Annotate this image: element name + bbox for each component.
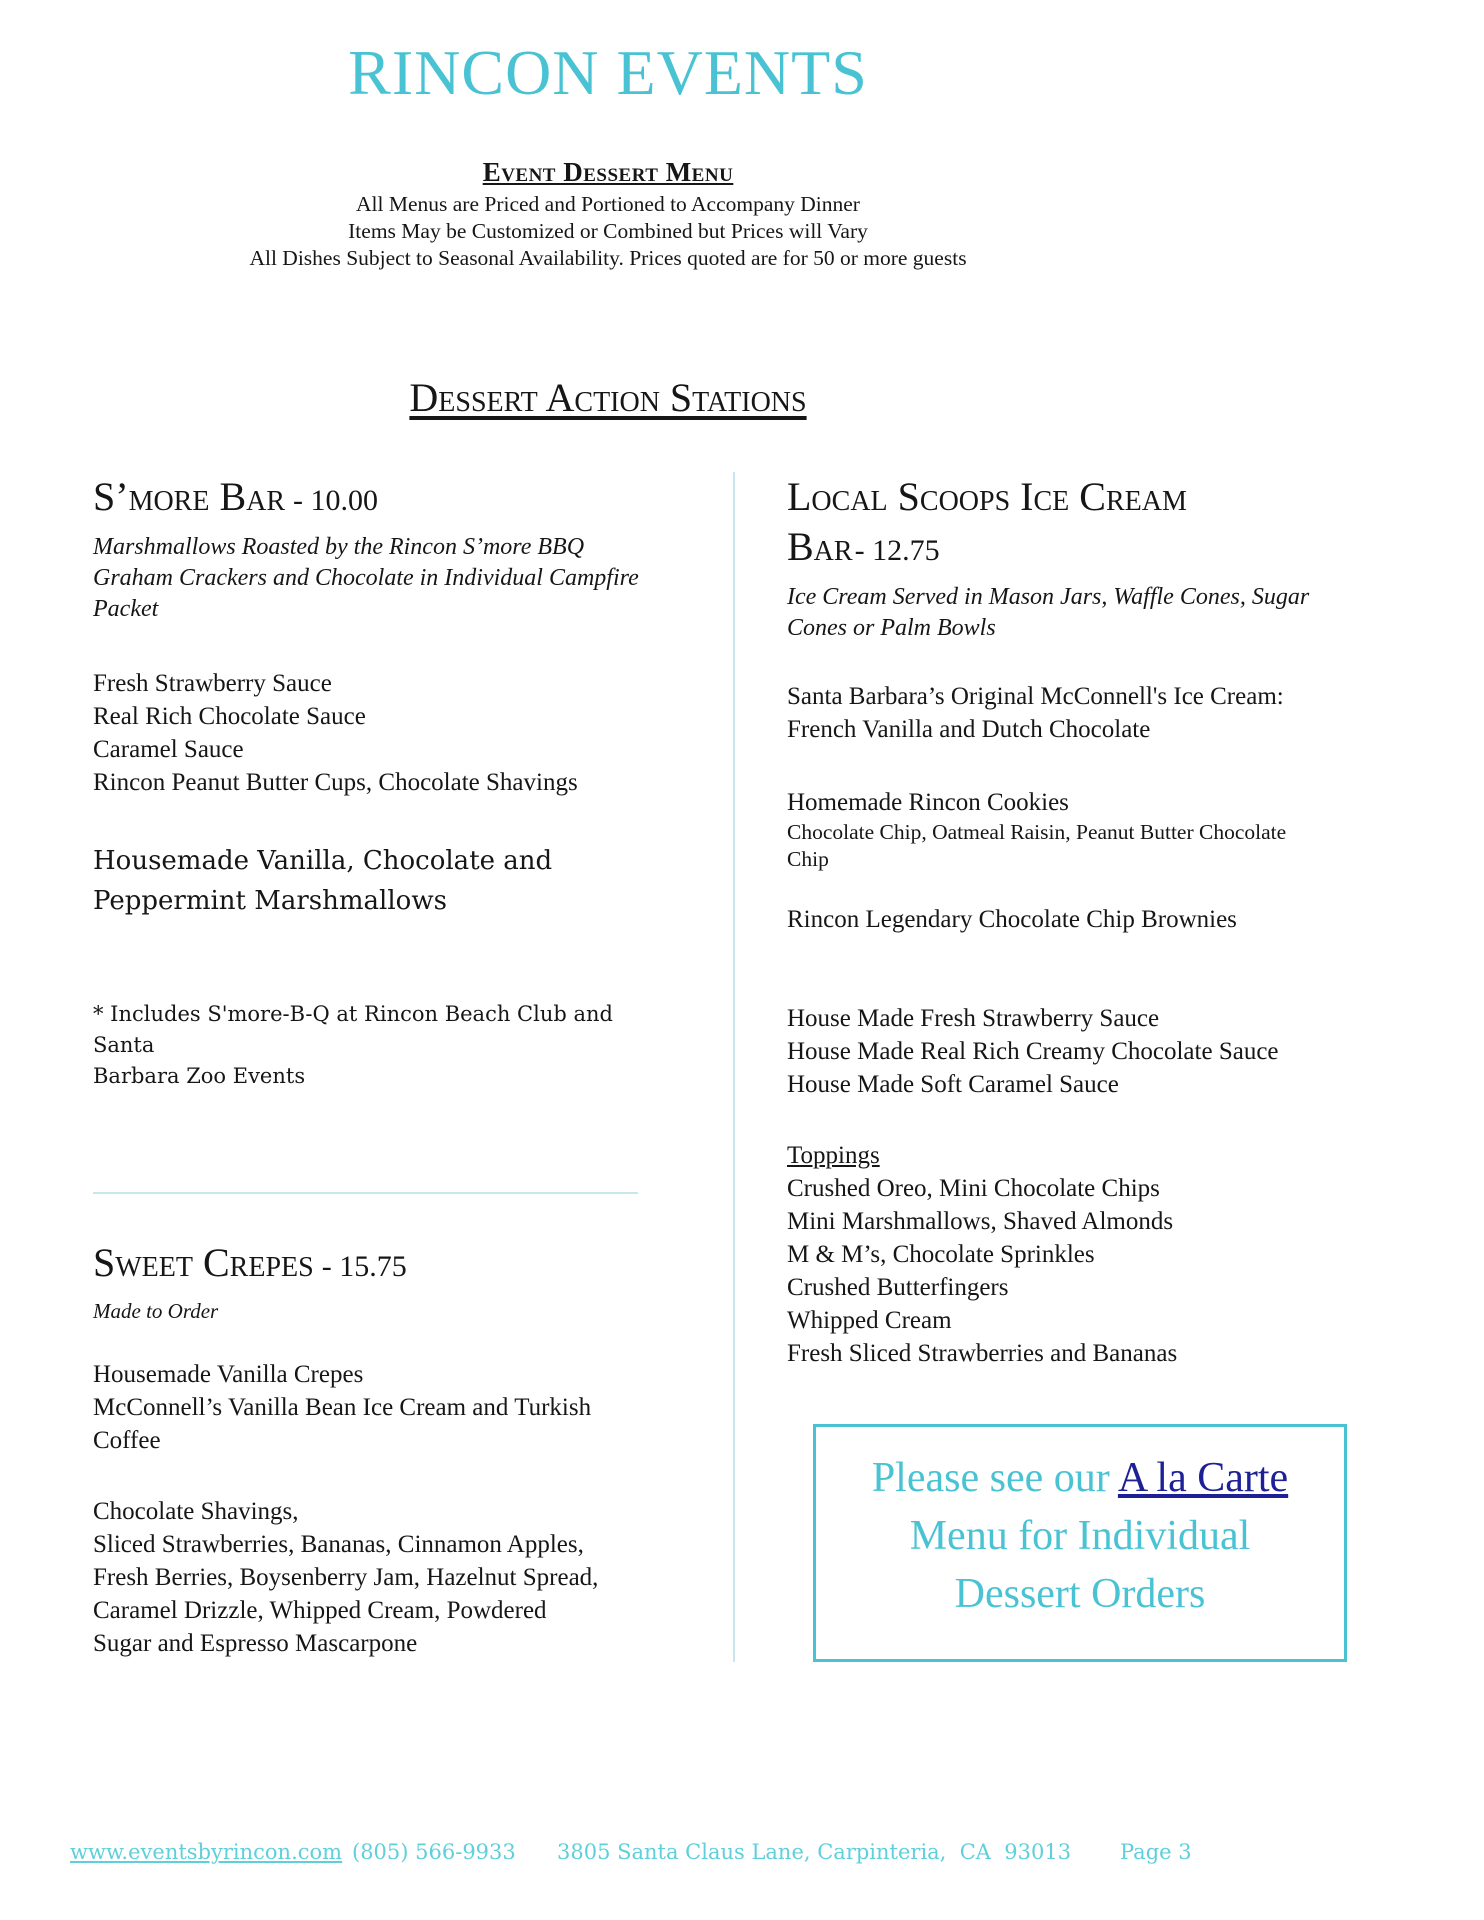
left-column-divider	[93, 1192, 638, 1194]
a-la-carte-callout	[813, 1424, 1347, 1662]
brownies-line: Rincon Legendary Chocolate Chip Brownies	[787, 906, 1237, 933]
right-column	[787, 472, 1399, 1662]
text-line: Rincon Peanut Butter Cups, Chocolate Shavings	[93, 769, 578, 796]
text-line: All Menus are Priced and Portioned to Accompany Dinner	[356, 192, 860, 216]
page-footer	[0, 1840, 1484, 1884]
a-la-carte-link[interactable]: A la Carte	[1117, 1455, 1289, 1501]
text-line: * Includes S'more-B-Q at Rincon Beach Club and Santa	[93, 1002, 613, 1057]
footer-phone: (805) 566-9933	[352, 1840, 516, 1864]
text-line: Fresh Berries, Boysenberry Jam, Hazelnut Spread,	[93, 1564, 599, 1591]
text-line: House Made Real Rich Creamy Chocolate Sauce	[787, 1038, 1279, 1065]
station-name: Sweet Crepes	[93, 1240, 314, 1285]
toppings-block	[787, 1139, 1399, 1370]
text-line: Housemade Vanilla, Chocolate and	[93, 846, 553, 876]
sweet-crepes-description	[93, 1298, 673, 1324]
station-price: - 10.00	[293, 484, 379, 517]
menu-title: Event Dessert Menu	[482, 157, 734, 187]
text-line: House Made Fresh Strawberry Sauce	[787, 1005, 1160, 1032]
text-line: Caramel Drizzle, Whipped Cream, Powdered	[93, 1597, 547, 1624]
text-line: Packet	[93, 596, 159, 622]
cookies-detail	[787, 819, 1399, 873]
text-line: Crushed Butterfingers	[787, 1274, 1009, 1301]
menu-notes	[85, 191, 1131, 272]
text-line: Sugar and Espresso Mascarpone	[93, 1630, 418, 1657]
toppings-items	[787, 1172, 1399, 1370]
text-line: Housemade Vanilla Crepes	[93, 1361, 364, 1388]
text-line: Items May be Customized or Combined but Prices will Vary	[348, 219, 868, 243]
text-line: Coffee	[93, 1427, 161, 1454]
station-price: - 15.75	[321, 1250, 407, 1283]
text-line: M & M’s, Chocolate Sprinkles	[787, 1241, 1095, 1268]
text-line: Fresh Sliced Strawberries and Bananas	[787, 1340, 1178, 1367]
station-name: S’more Bar	[93, 474, 286, 519]
callout-prefix: Please see our	[871, 1455, 1118, 1501]
text-line: Cones or Palm Bowls	[787, 615, 996, 641]
text-line: Crushed Oreo, Mini Chocolate Chips	[787, 1175, 1160, 1202]
smore-bar-items	[93, 667, 673, 799]
station-name: Bar	[787, 524, 853, 569]
cookies-block	[787, 786, 1399, 873]
text-line: Chocolate Shavings,	[93, 1498, 299, 1525]
section-heading: Dessert Action Stations	[409, 375, 807, 420]
left-column	[85, 472, 673, 1662]
station-name-line2	[787, 522, 1399, 576]
smore-bar-footnote	[93, 999, 673, 1092]
page-header	[85, 0, 1131, 272]
footer-address: 3805 Santa Claus Lane, Carpinteria, CA 93013	[557, 1840, 1072, 1864]
text-line: Fresh Strawberry Sauce	[93, 670, 332, 697]
callout-line2: Menu for Individual	[909, 1513, 1251, 1559]
ice-cream-sauces	[787, 1002, 1399, 1101]
stations-columns	[0, 472, 1484, 1662]
text-line: Whipped Cream	[787, 1307, 952, 1334]
column-divider	[733, 472, 735, 1662]
page-number: Page 3	[1120, 1840, 1192, 1864]
text-line: Made to Order	[93, 1299, 219, 1323]
text-line: McConnell’s Vanilla Bean Ice Cream and Turkish	[93, 1394, 592, 1421]
station-sweet-crepes	[93, 1238, 673, 1660]
smore-bar-description	[93, 532, 673, 625]
text-line: Santa Barbara’s Original McConnell's Ice Cream:	[787, 683, 1284, 710]
text-line: Real Rich Chocolate Sauce	[93, 703, 366, 730]
ice-cream-flavors	[787, 680, 1399, 746]
station-ice-cream-bar	[787, 472, 1399, 1662]
text-line: Chocolate Chip, Oatmeal Raisin, Peanut Butter Chocolate	[787, 820, 1287, 844]
text-line: Peppermint Marshmallows	[93, 886, 447, 916]
website-link[interactable]: www.eventsbyrincon.com	[70, 1840, 343, 1864]
text-line: Ice Cream Served in Mason Jars, Waffle Cones, Sugar	[787, 584, 1310, 610]
callout-line3: Dessert Orders	[954, 1571, 1206, 1617]
text-line: Barbara Zoo Events	[93, 1064, 306, 1088]
text-line: Chip	[787, 847, 829, 871]
sweet-crepes-toppings	[93, 1495, 673, 1660]
text-line: Sliced Strawberries, Bananas, Cinnamon Apples,	[93, 1531, 584, 1558]
text-line: Caramel Sauce	[93, 736, 244, 763]
ice-cream-bar-description	[787, 582, 1399, 644]
callout-line1	[836, 1449, 1324, 1507]
sweet-crepes-title	[93, 1238, 673, 1292]
sweet-crepes-items	[93, 1358, 673, 1457]
text-line: House Made Soft Caramel Sauce	[787, 1071, 1119, 1098]
ice-cream-bar-title	[787, 472, 1399, 576]
smore-bar-title	[93, 472, 673, 526]
text-line: Graham Crackers and Chocolate in Individual Campfire	[93, 565, 639, 591]
marshmallow-note	[93, 841, 673, 921]
station-smore-bar	[93, 472, 673, 1092]
station-name-line1: Local Scoops Ice Cream	[787, 474, 1187, 519]
cookies-title: Homemade Rincon Cookies	[787, 789, 1069, 816]
brand-title: RINCON EVENTS	[348, 37, 868, 108]
station-price: - 12.75	[854, 534, 940, 567]
text-line: French Vanilla and Dutch Chocolate	[787, 716, 1151, 743]
toppings-label: Toppings	[787, 1142, 880, 1169]
text-line: Mini Marshmallows, Shaved Almonds	[787, 1208, 1174, 1235]
text-line: All Dishes Subject to Seasonal Availability. Prices quoted are for 50 or more guests	[249, 246, 967, 270]
text-line: Marshmallows Roasted by the Rincon S’more BBQ	[93, 534, 585, 560]
